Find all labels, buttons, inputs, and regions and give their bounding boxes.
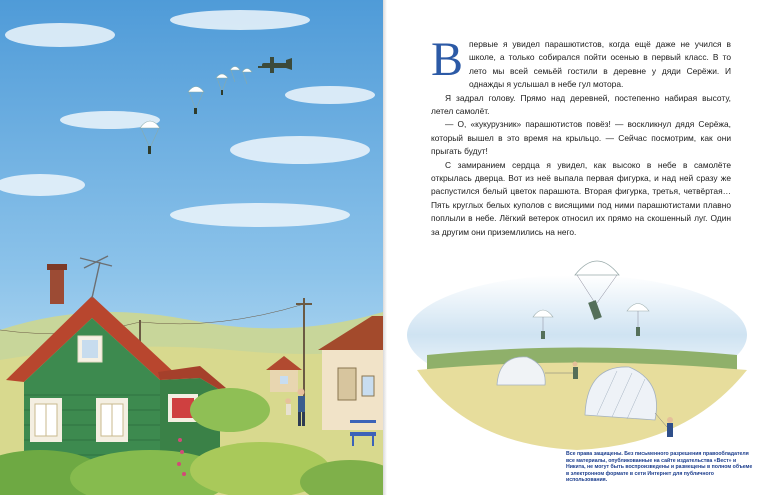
drop-cap: В — [431, 33, 464, 86]
right-page — [387, 0, 770, 495]
paragraph-1 — [431, 33, 731, 92]
paragraph-4: С замиранием сердца я увидел, как высоко в небе в самолёте открылась дверца. Вот из неё выпала первая фигурка, и над ней сразу же распустился белый цветок парашюта. Вторая фигурка, третья, четвёртая… Пять круглых белых куполов с висящими под ними парашютистами плавно поплыли в небе. Лёгкий ветерок относил их прямо на скошенный луг. Один за другим они приземлились на него. — [431, 159, 731, 237]
paragraph-2: Я задрал голову. Прямо над деревней, постепенно набирая высоту, летел самолёт. — [431, 92, 731, 117]
paragraph-3: — О, «кукурузник» парашютистов повёз! — воскликнул дядя Серёжа, который вышел в это время на крыльцо. — Сейчас посмотрим, как они прыгать будут! — [431, 119, 731, 157]
meadow — [417, 363, 747, 451]
story-text — [431, 33, 731, 239]
left-page-illustration — [0, 0, 383, 495]
copyright-notice: Все права защищены. Без письменного разрешения правообладателя все материалы, опубликованные на сайте издательства «Вест» и Никита, не могут быть воспроизведены и размещены в полном объеме в электронном формате в сети Интернет для публичного использования. — [566, 451, 753, 484]
paragraph-1-text: первые я увидел парашютистов, когда ещё даже не учился в школе, а только собирался пойти осенью в первый класс. В то лето мы всей семьёй гостили в деревне у дяди Серёжи. И однажды я услышал в небе гул мотора. — [469, 39, 731, 90]
landing-illustration — [387, 245, 770, 475]
village-illustration — [0, 0, 383, 495]
